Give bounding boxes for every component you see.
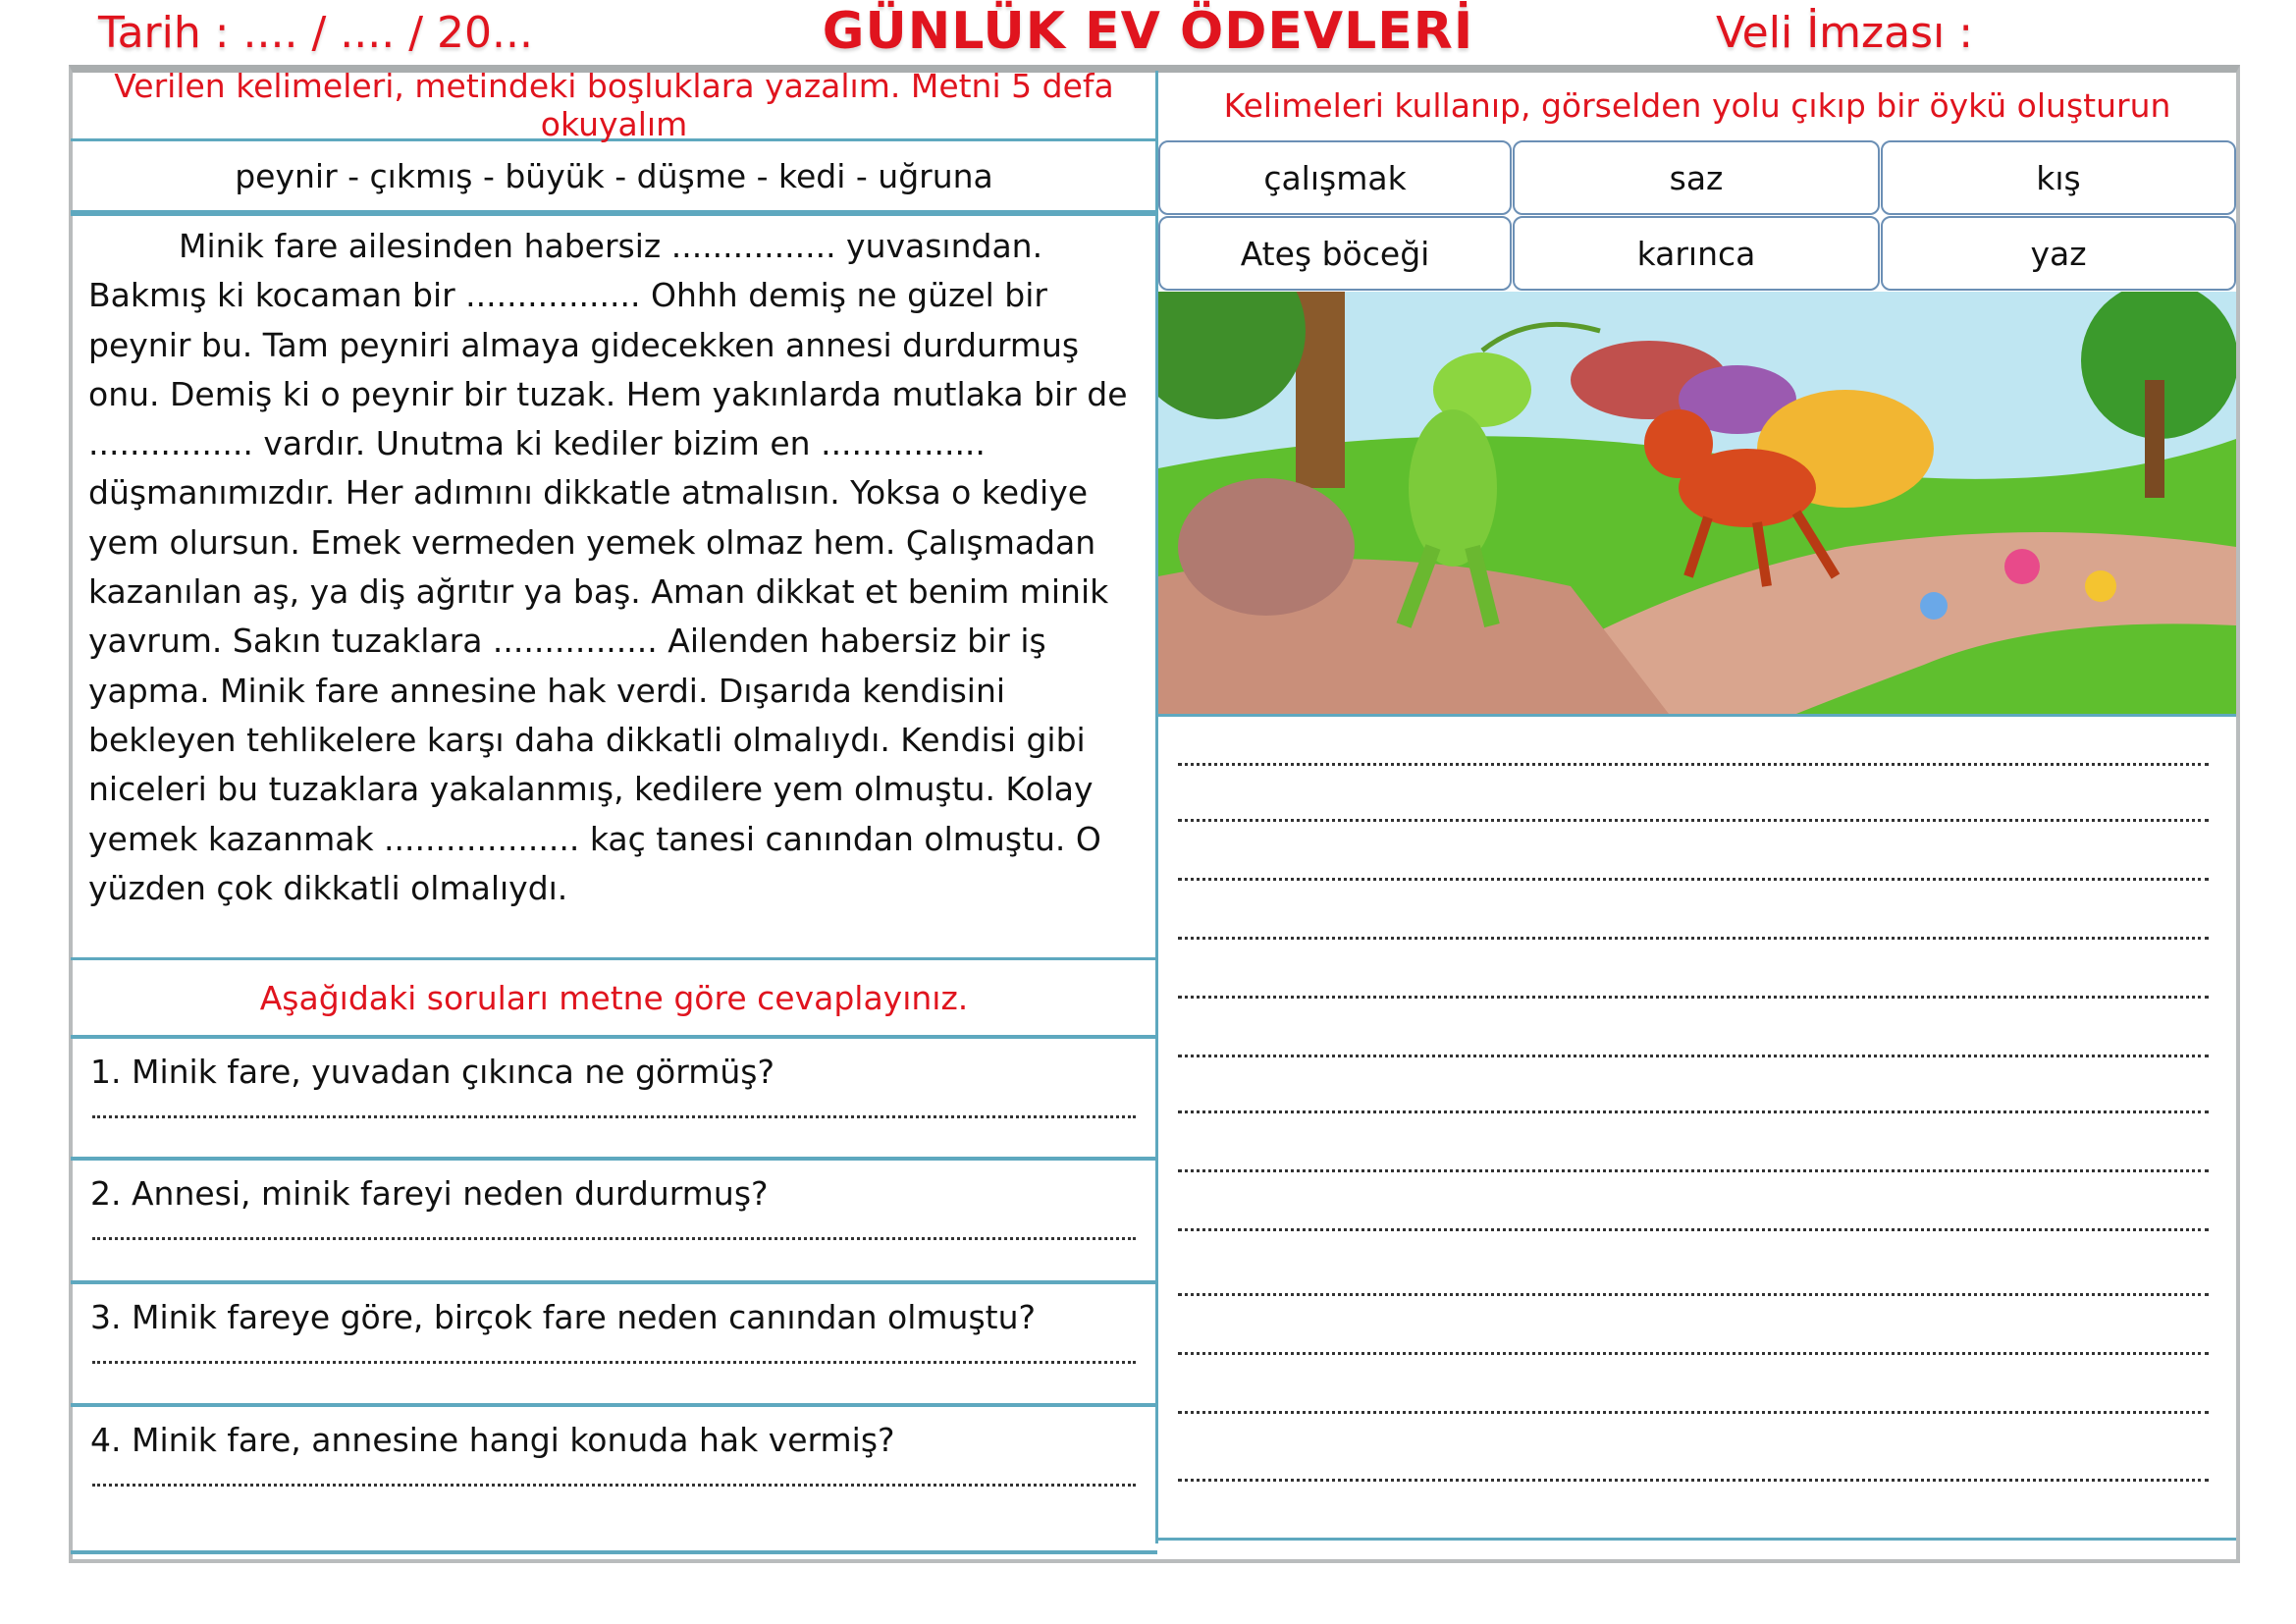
page-title: GÜNLÜK EV ÖDEVLERİ	[822, 2, 1474, 61]
date-field: Tarih : .... / .... / 20...	[98, 8, 533, 58]
question-text: 4. Minik fare, annesine hangi konuda hak vermiş?	[90, 1421, 895, 1459]
word-card: yaz	[1881, 216, 2236, 291]
story-writing-line[interactable]	[1178, 1228, 2209, 1231]
parent-signature-label: Veli İmzası :	[1716, 8, 1974, 58]
word-card: Ateş böceği	[1158, 216, 1512, 291]
answer-line[interactable]	[92, 1115, 1136, 1118]
word-bank: peynir - çıkmış - büyük - düşme - kedi - uğruna	[71, 141, 1157, 216]
question-1	[71, 1039, 1157, 1161]
story-writing-line[interactable]	[1178, 937, 2209, 940]
question-3	[71, 1284, 1157, 1407]
question-text: 1. Minik fare, yuvadan çıkınca ne görmüş?	[90, 1053, 774, 1091]
left-instruction: Verilen kelimeleri, metindeki boşluklara yazalım. Metni 5 defa okuyalım	[71, 71, 1157, 141]
questions-heading: Aşağıdaki soruları metne göre cevaplayınız.	[71, 957, 1157, 1039]
question-4	[71, 1407, 1157, 1554]
story-writing-line[interactable]	[1178, 1110, 2209, 1113]
question-text: 2. Annesi, minik fareyi neden durdurmuş?	[90, 1174, 769, 1213]
answer-line[interactable]	[92, 1484, 1136, 1487]
story-writing-line[interactable]	[1178, 878, 2209, 881]
reading-passage: Minik fare ailesinden habersiz ................ yuvasından. Bakmış ki kocaman bir ................. Ohhh demiş ne güzel bir peynir bu. Tam peyniri almaya gidecekken annesi durdurmuş onu. Demiş ki o peynir bir tuzak. Hem yakınlarda mutlaka bir de ................ vardır. Unutma ki kediler bizim en ................ düşmanımızdır. Her adımını dikkatle atmalısın. Yoksa o kediye yem olursun. Emek vermeden yemek olmaz hem. Çalışmadan kazanılan aş, ya diş ağrıtır ya baş. Aman dikkat et benim minik yavrum. Sakın tuzaklara ................ Ailenden habersiz bir iş yapma. Minik fare annesine hak verdi. Dışarıda kendisini bekleyen tehlikelere karşı daha dikkatli olmalıydı. Kendisi gibi niceleri bu tuzaklara yakalanmış, kedilere yem olmuştu. Kolay yemek kazanmak ................... kaç tanesi canından olmuştu. O yüzden çok dikkatli olmalıydı.	[88, 227, 1128, 907]
answer-line[interactable]	[92, 1361, 1136, 1364]
story-writing-line[interactable]	[1178, 1411, 2209, 1414]
rock	[1178, 478, 1355, 616]
grasshopper-ant-illustration	[1158, 292, 2236, 714]
story-writing-line[interactable]	[1178, 1169, 2209, 1172]
story-writing-line[interactable]	[1178, 819, 2209, 822]
question-2	[71, 1161, 1157, 1284]
word-card: saz	[1513, 140, 1880, 215]
word-card: kış	[1881, 140, 2236, 215]
story-writing-line[interactable]	[1178, 1479, 2209, 1482]
word-card: karınca	[1513, 216, 1880, 291]
story-writing-line[interactable]	[1178, 763, 2209, 766]
image-divider	[1158, 714, 2236, 717]
story-writing-line[interactable]	[1178, 1352, 2209, 1355]
story-writing-line[interactable]	[1178, 1055, 2209, 1057]
question-text: 3. Minik fareye göre, birçok fare neden canından olmuştu?	[90, 1298, 1037, 1336]
right-instruction: Kelimeleri kullanıp, görselden yolu çıkıp bir öykü oluşturun	[1223, 85, 2171, 125]
answer-line[interactable]	[92, 1237, 1136, 1240]
word-card: çalışmak	[1158, 140, 1512, 215]
story-writing-line[interactable]	[1178, 1293, 2209, 1296]
story-area-bottom	[1158, 1538, 2236, 1541]
story-writing-line[interactable]	[1178, 996, 2209, 999]
